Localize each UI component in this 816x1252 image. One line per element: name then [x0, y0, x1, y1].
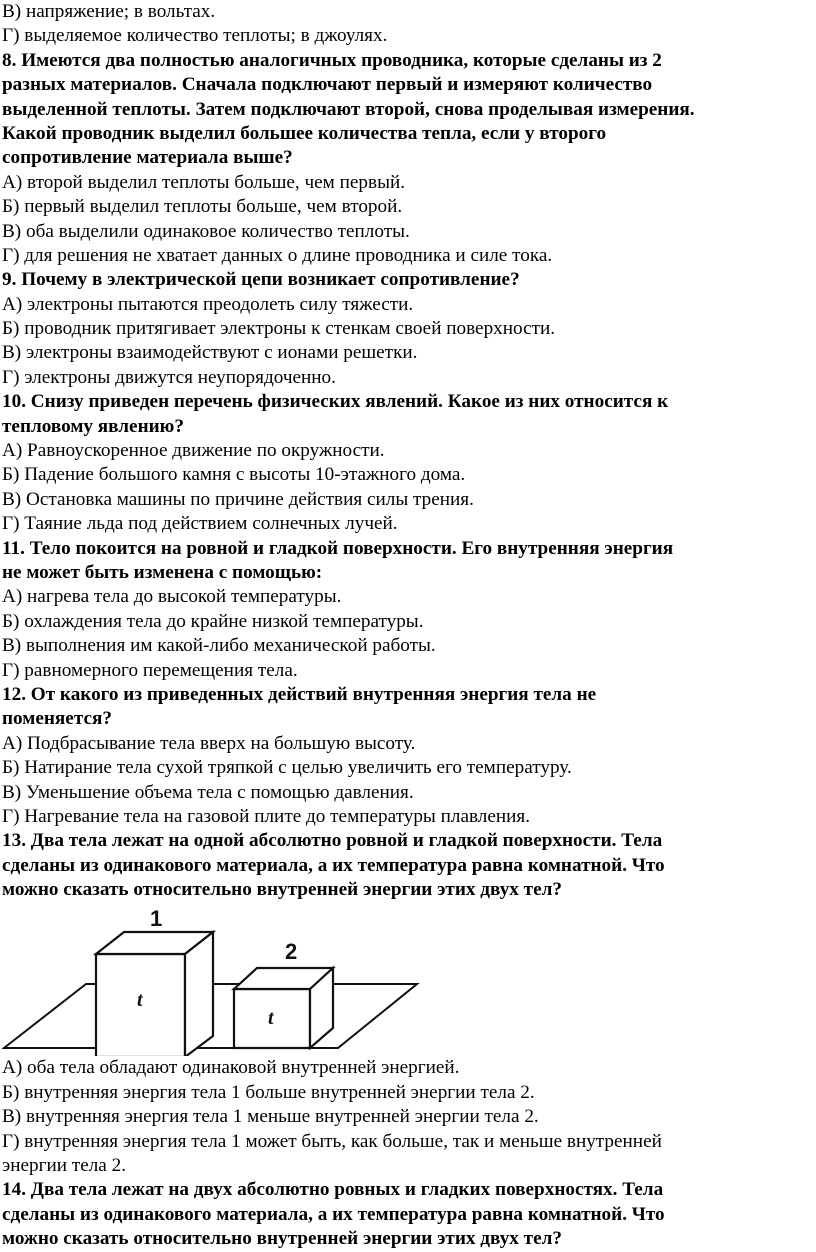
answer-option: В) оба выделили одинаковое количество теплоты. [2, 220, 410, 242]
answer-option: энергии тела 2. [2, 1155, 126, 1177]
answer-option: Г) внутренняя энергия тела 1 может быть, как больше, так и меньше внутренней [2, 1130, 662, 1152]
answer-option: В) Уменьшение объема тела с помощью давления. [2, 781, 414, 803]
question-text: сопротивление материала выше? [2, 147, 293, 169]
question-text: не может быть изменена с помощью: [2, 561, 323, 583]
question-text: можно сказать относительно внутренней энергии этих двух тел? [2, 1228, 562, 1250]
body-1-label: 1 [150, 906, 163, 932]
two-bodies-illustration [2, 902, 422, 1056]
answer-option: А) Равноускоренное движение по окружности. [2, 440, 385, 462]
answer-option: Г) Нагревание тела на газовой плите до температуры плавления. [2, 805, 531, 827]
answer-option: Б) первый выделил теплоты больше, чем второй. [2, 196, 403, 218]
question-text: разных материалов. Сначала подключают первый и измеряют количество [2, 74, 653, 96]
question-13 [2, 829, 812, 1178]
previous-answers [2, 0, 812, 49]
question-11 [2, 537, 812, 683]
answer-option: Б) внутренняя энергия тела 1 больше внутренней энергии тела 2. [2, 1081, 535, 1103]
answer-option: А) электроны пытаются преодолеть силу тяжести. [2, 293, 414, 315]
body-1-cube [96, 932, 213, 1056]
answer-option: Г) равномерного перемещения тела. [2, 659, 298, 681]
answer-option: А) нагрева тела до высокой температуры. [2, 586, 342, 608]
body-1-temperature-symbol: t [137, 989, 143, 1012]
question-text: можно сказать относительно внутренней энергии этих двух тел? [2, 879, 562, 901]
answer-option: А) оба тела обладают одинаковой внутренней энергией. [2, 1057, 460, 1079]
answer-option: Б) Падение большого камня с высоты 10-этажного дома. [2, 464, 466, 486]
answer-option: В) внутренняя энергия тела 1 меньше внутренней энергии тела 2. [2, 1106, 539, 1128]
answer-option: Г) для решения не хватает данных о длине проводника и силе тока. [2, 244, 553, 266]
answer-line: В) напряжение; в вольтах. [2, 1, 216, 22]
question-text: 13. Два тела лежат на одной абсолютно ровной и гладкой поверхности. Тела [2, 830, 663, 852]
question-14 [2, 1178, 812, 1251]
answer-option: А) второй выделил теплоты больше, чем первый. [2, 171, 406, 193]
question-text: сделаны из одинакового материала, а их температура равна комнатной. Что [2, 1203, 665, 1225]
question-text: 8. Имеются два полностью аналогичных проводника, которые сделаны из 2 [2, 49, 662, 71]
answer-option: Б) охлаждения тела до крайне низкой температуры. [2, 610, 424, 632]
two-bodies-figure [2, 902, 812, 1056]
question-text: 12. От какого из приведенных действий внутренняя энергия тела не [2, 683, 597, 705]
body-2-temperature-symbol: t [268, 1007, 274, 1030]
answer-option: А) Подбрасывание тела вверх на большую высоту. [2, 732, 416, 754]
answer-line: Г) выделяемое количество теплоты; в джоулях. [2, 25, 388, 47]
question-text: выделенной теплоты. Затем подключают второй, снова проделывая измерения. [2, 98, 695, 120]
answer-option: Б) Натирание тела сухой тряпкой с целью увеличить его температуру. [2, 757, 572, 779]
question-text: сделаны из одинакового материала, а их температура равна комнатной. Что [2, 854, 665, 876]
question-text: 10. Снизу приведен перечень физических явлений. Какое из них относится к [2, 391, 669, 413]
question-text: 14. Два тела лежат на двух абсолютно ровных и гладких поверхностях. Тела [2, 1179, 664, 1201]
answer-option: Б) проводник притягивает электроны к стенкам своей поверхности. [2, 318, 556, 340]
answer-option: В) электроны взаимодействуют с ионами решетки. [2, 342, 418, 364]
question-text: 9. Почему в электрической цепи возникает сопротивление? [2, 269, 520, 291]
document-page [2, 0, 812, 1252]
answer-option: Г) электроны движутся неупорядоченно. [2, 366, 336, 388]
body-2-cube [234, 968, 333, 1048]
question-12 [2, 683, 812, 829]
question-text: Какой проводник выделил большее количества тепла, если у второго [2, 122, 607, 144]
question-9 [2, 268, 812, 390]
question-text: поменяется? [2, 708, 112, 730]
body-2-label: 2 [285, 939, 298, 965]
question-8 [2, 49, 812, 269]
answer-option: В) Остановка машины по причине действия силы трения. [2, 488, 474, 510]
question-text: тепловому явлению? [2, 415, 184, 437]
question-10 [2, 390, 812, 536]
answer-option: Г) Таяние льда под действием солнечных лучей. [2, 513, 398, 535]
question-text: 11. Тело покоится на ровной и гладкой поверхности. Его внутренняя энергия [2, 537, 674, 559]
answer-option: В) выполнения им какой-либо механической работы. [2, 635, 436, 657]
